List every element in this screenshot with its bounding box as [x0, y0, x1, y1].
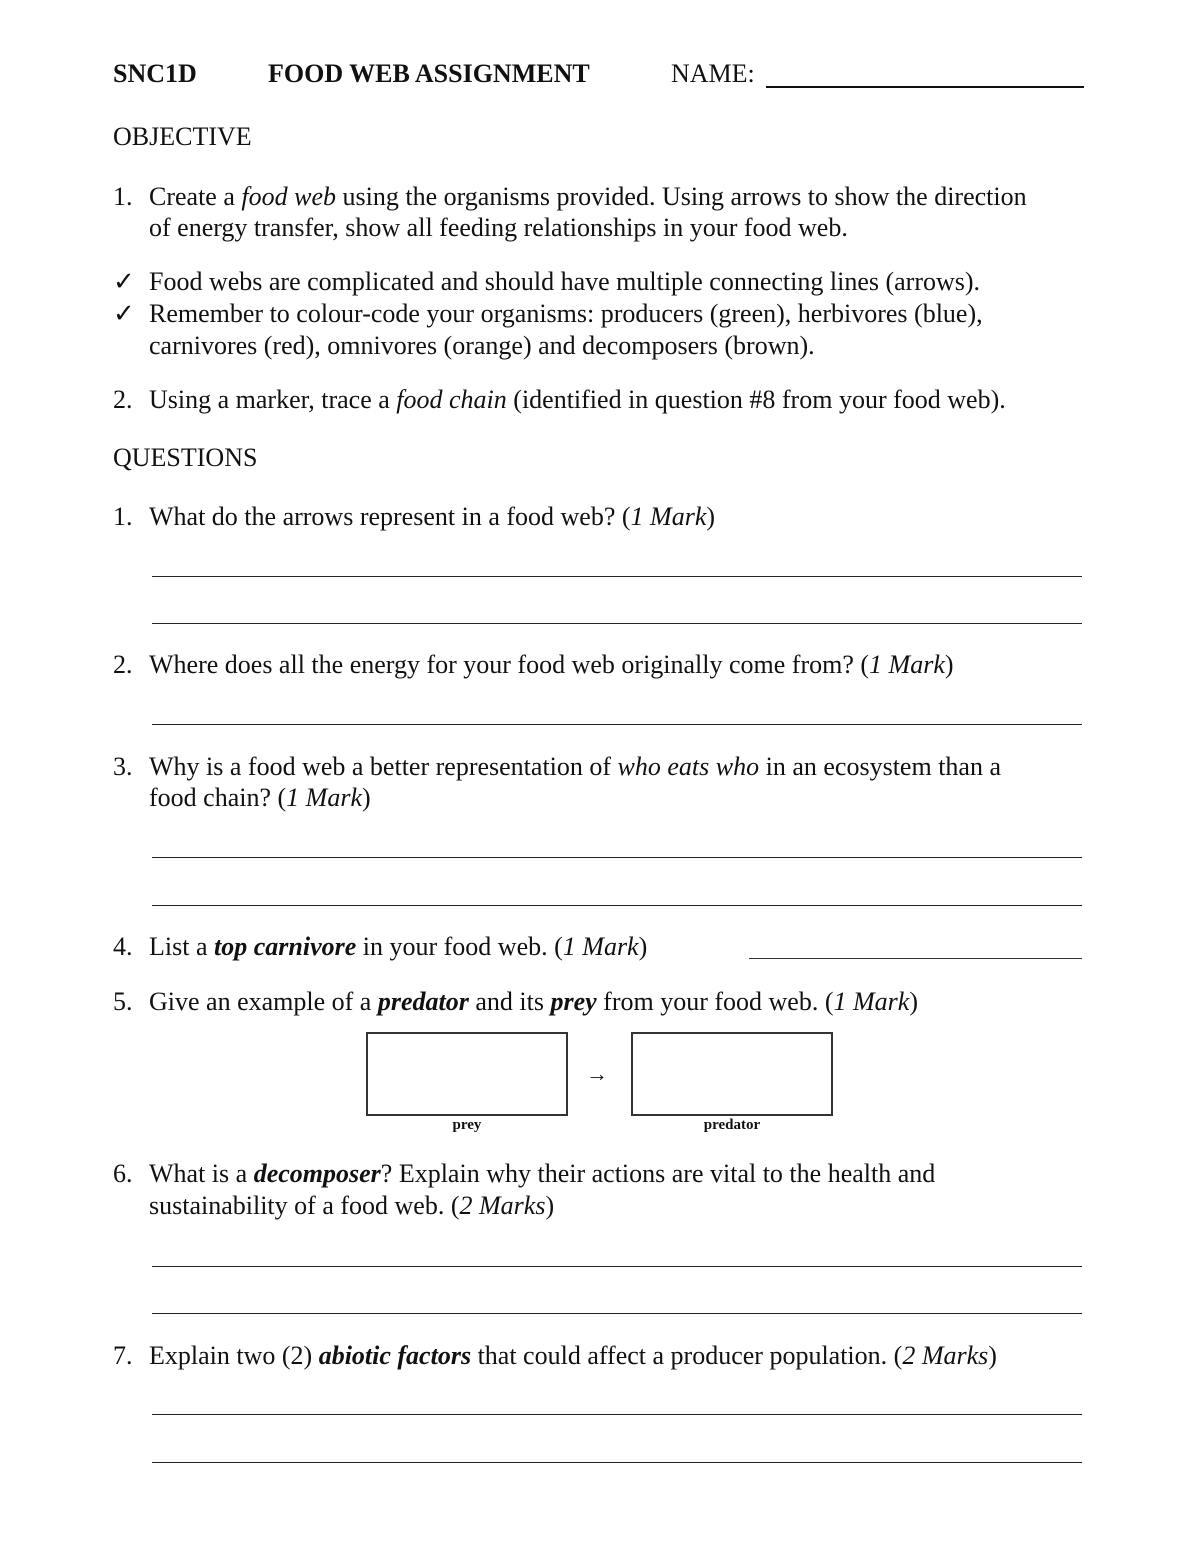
- question-7-number: 7.: [113, 1341, 133, 1370]
- question-3-line-2: food chain? (1 Mark): [149, 783, 371, 812]
- answer-line-q7-1[interactable]: [152, 1414, 1082, 1415]
- objective-item-1-line-2: of energy transfer, show all feeding relationships in your food web.: [149, 213, 848, 242]
- objective-item-1-line-1: Create a food web using the organisms provided. Using arrows to show the direction: [149, 182, 1027, 211]
- arrow-right-icon: →: [586, 1061, 608, 1086]
- objective-item-1-number: 1.: [113, 182, 133, 211]
- answer-line-q6-1[interactable]: [152, 1266, 1082, 1267]
- check-item-2-line-2: carnivores (red), omnivores (orange) and decomposers (brown).: [149, 331, 815, 360]
- question-1-text: What do the arrows represent in a food web? (1 Mark): [149, 502, 716, 531]
- check-item-1: Food webs are complicated and should have multiple connecting lines (arrows).: [149, 267, 981, 296]
- objective-heading: OBJECTIVE: [113, 122, 252, 151]
- prey-box[interactable]: [366, 1032, 568, 1116]
- course-code: SNC1D: [113, 59, 197, 88]
- question-3-line-1: Why is a food web a better representation of who eats who in an ecosystem than a: [149, 752, 1001, 781]
- objective-item-2-number: 2.: [113, 385, 133, 414]
- answer-line-q1-1[interactable]: [152, 576, 1082, 577]
- question-6-line-1: What is a decomposer? Explain why their actions are vital to the health and: [149, 1159, 936, 1188]
- answer-line-q4[interactable]: [749, 958, 1082, 959]
- question-6-number: 6.: [113, 1159, 133, 1188]
- answer-line-q1-2[interactable]: [152, 623, 1082, 624]
- question-2-text: Where does all the energy for your food web originally come from? (1 Mark): [149, 650, 954, 679]
- predator-box[interactable]: [631, 1032, 833, 1116]
- answer-line-q2-1[interactable]: [152, 724, 1082, 725]
- check-icon: ✓: [113, 299, 135, 328]
- question-3-number: 3.: [113, 752, 133, 781]
- objective-item-2-text: Using a marker, trace a food chain (identified in question #8 from your food web).: [149, 385, 1006, 414]
- question-6-line-2: sustainability of a food web. (2 Marks): [149, 1191, 555, 1220]
- prey-label: prey: [452, 1117, 482, 1133]
- answer-line-q7-2[interactable]: [152, 1462, 1082, 1463]
- answer-line-q3-2[interactable]: [152, 905, 1082, 906]
- assignment-title: FOOD WEB ASSIGNMENT: [268, 59, 590, 88]
- questions-heading: QUESTIONS: [113, 443, 258, 472]
- check-icon: ✓: [113, 267, 135, 296]
- name-label: NAME:: [671, 59, 755, 88]
- question-5-text: Give an example of a predator and its prey from your food web. (1 Mark): [149, 987, 919, 1016]
- question-7-text: Explain two (2) abiotic factors that could affect a producer population. (2 Marks): [149, 1341, 997, 1370]
- answer-line-q6-2[interactable]: [152, 1313, 1082, 1314]
- name-line[interactable]: [766, 86, 1084, 88]
- question-5-number: 5.: [113, 987, 133, 1016]
- question-4-number: 4.: [113, 932, 133, 961]
- question-2-number: 2.: [113, 650, 133, 679]
- answer-line-q3-1[interactable]: [152, 857, 1082, 858]
- question-1-number: 1.: [113, 502, 133, 531]
- check-item-2-line-1: Remember to colour-code your organisms: producers (green), herbivores (blue),: [149, 299, 983, 328]
- predator-label: predator: [703, 1117, 761, 1133]
- question-4-text: List a top carnivore in your food web. (1 Mark): [149, 932, 648, 961]
